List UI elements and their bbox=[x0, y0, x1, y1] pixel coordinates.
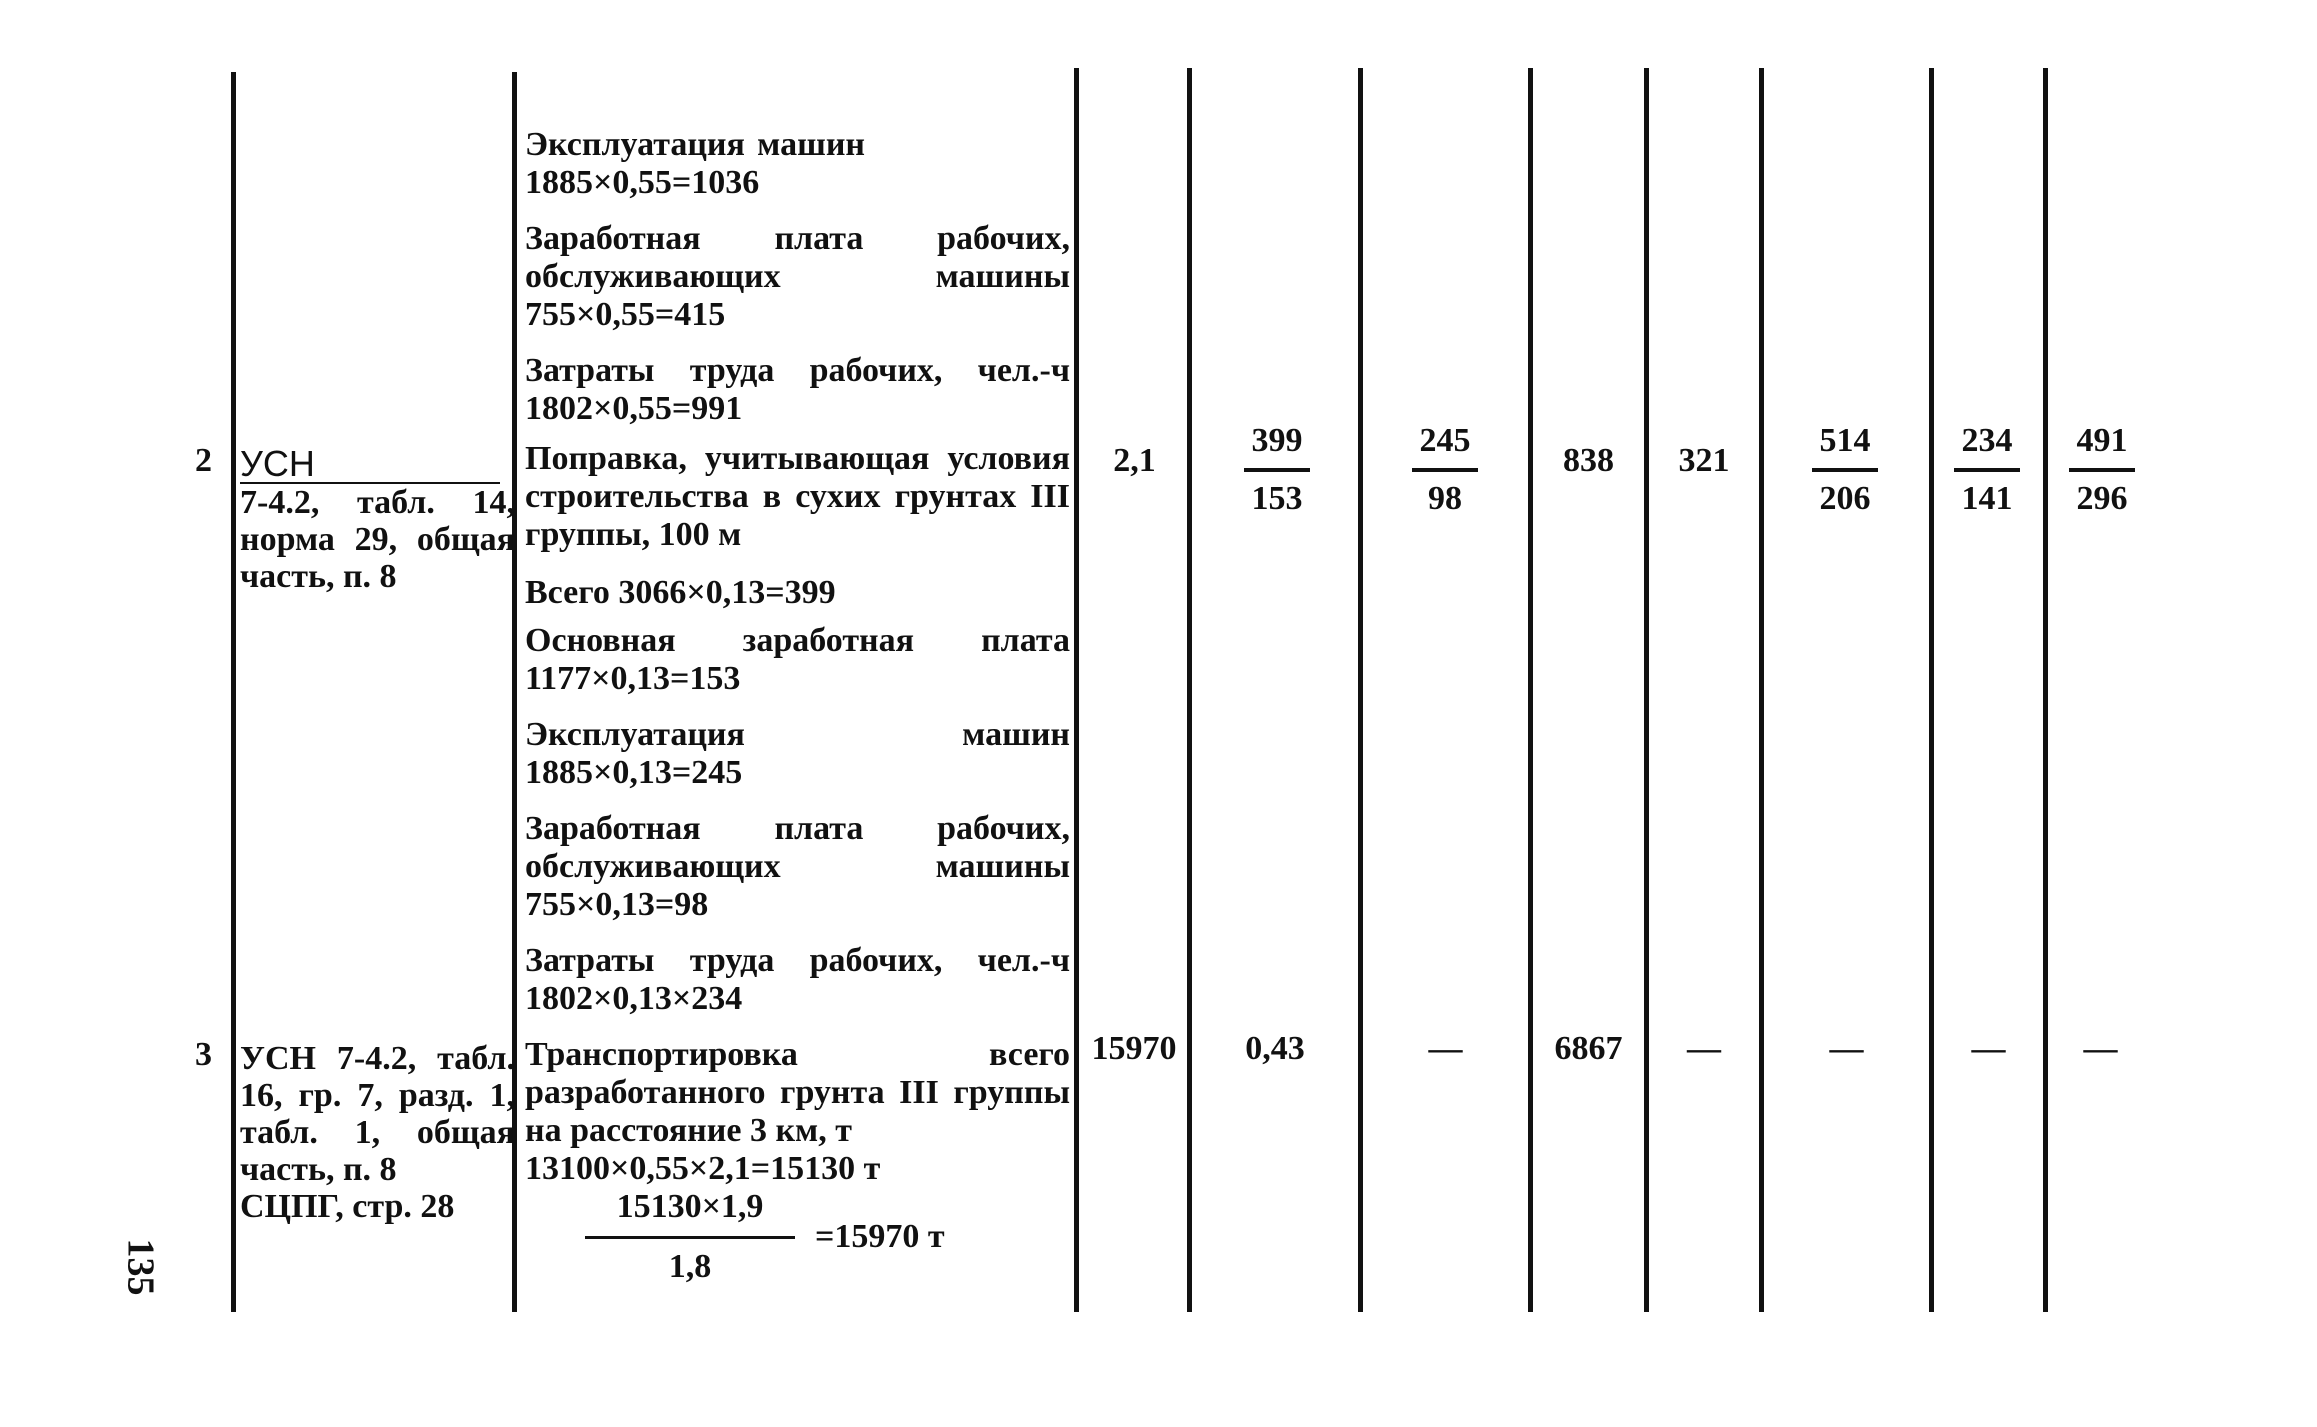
sub-line: Всего 3066×0,13=399 bbox=[525, 574, 836, 611]
row2-basis-heading: УСН bbox=[240, 445, 500, 484]
row3-formula bbox=[585, 1188, 1005, 1298]
column-rule bbox=[1759, 68, 1764, 1312]
row-number: 2 bbox=[195, 442, 212, 479]
row3-col7: — bbox=[2083, 1030, 2118, 1067]
fraction-numerator: 234 bbox=[1961, 422, 2013, 459]
intro-line: Эксплуатация машин 1885×0,55=1036 bbox=[525, 126, 865, 201]
row3-col5: — bbox=[1829, 1030, 1864, 1067]
row3-basis-source: СЦПГ, стр. 28 bbox=[240, 1188, 455, 1225]
sub-line: Затраты труда рабочих, чел.-ч 1802×0,13×234 bbox=[525, 942, 1070, 1017]
row2-intro bbox=[525, 126, 1070, 446]
row2-col7-fraction bbox=[2057, 422, 2147, 518]
fraction-bar bbox=[1412, 468, 1478, 472]
row2-col6-fraction bbox=[1942, 422, 2032, 518]
fraction-numerator: 245 bbox=[1419, 422, 1471, 459]
column-rule bbox=[2043, 68, 2048, 1312]
row3-col2: — bbox=[1428, 1030, 1463, 1067]
column-rule bbox=[1929, 68, 1934, 1312]
formula-denominator: 1,8 bbox=[668, 1248, 712, 1285]
fraction-numerator: 514 bbox=[1819, 422, 1871, 459]
formula-bar bbox=[585, 1236, 795, 1239]
calculation-line: 13100×0,55×2,1=15130 т bbox=[525, 1150, 881, 1187]
formula-result: =15970 т bbox=[815, 1218, 945, 1255]
fraction-numerator: 399 bbox=[1251, 422, 1303, 459]
formula-numerator: 15130×1,9 bbox=[616, 1188, 764, 1225]
row-number: 3 bbox=[195, 1036, 212, 1073]
row2-quantity: 2,1 bbox=[1113, 442, 1156, 479]
fraction-bar bbox=[1954, 468, 2020, 472]
fraction-bar bbox=[1244, 468, 1310, 472]
fraction-denominator: 206 bbox=[1819, 480, 1871, 517]
sub-line: Основная заработная плата 1177×0,13=153 bbox=[525, 622, 1070, 697]
row2-description bbox=[525, 440, 1070, 1036]
row2-basis bbox=[240, 445, 515, 595]
row3-basis bbox=[240, 1040, 515, 1225]
fraction-denominator: 153 bbox=[1251, 480, 1303, 517]
row3-quantity: 15970 bbox=[1091, 1030, 1177, 1067]
fraction-denominator: 141 bbox=[1961, 480, 2013, 517]
row3-col3: 6867 bbox=[1554, 1030, 1623, 1067]
row3-col1: 0,43 bbox=[1245, 1030, 1305, 1067]
fraction-bar bbox=[1812, 468, 1878, 472]
row3-col6: — bbox=[1971, 1030, 2006, 1067]
fraction-denominator: 296 bbox=[2076, 480, 2128, 517]
column-rule bbox=[1528, 68, 1533, 1312]
row2-col3: 838 bbox=[1563, 442, 1614, 479]
page-number: 135 bbox=[119, 1238, 162, 1296]
description-main: Транспортировка всего разработанного грунта III группы на расстояние 3 км, т bbox=[525, 1036, 1070, 1149]
row3-description bbox=[525, 1036, 1070, 1188]
column-rule bbox=[1074, 68, 1079, 1312]
column-rule bbox=[1644, 68, 1649, 1312]
column-rule bbox=[1358, 68, 1363, 1312]
description-main: Поправка, учитывающая условия строительства в сухих грунтах III группы, 100 м bbox=[525, 440, 1070, 553]
intro-line: Затраты труда рабочих, чел.-ч 1802×0,55=991 bbox=[525, 352, 1070, 427]
column-rule bbox=[1187, 68, 1192, 1312]
row2-col5-fraction bbox=[1800, 422, 1890, 518]
row2-col4: 321 bbox=[1678, 442, 1730, 479]
row3-basis-text: УСН 7-4.2, табл. 16, гр. 7, разд. 1, табл. 1, общая часть, п. 8 bbox=[240, 1040, 515, 1188]
row2-basis-text: 7-4.2, табл. 14, норма 29, общая часть, п. 8 bbox=[240, 484, 515, 595]
row2-col2-fraction bbox=[1400, 422, 1490, 518]
row2-col1-fraction bbox=[1232, 422, 1322, 518]
fraction-numerator: 491 bbox=[2076, 422, 2128, 459]
sub-line: Эксплуатация машин 1885×0,13=245 bbox=[525, 716, 1070, 791]
sub-line: Заработная плата рабочих, обслуживающих машины 755×0,13=98 bbox=[525, 810, 1070, 923]
fraction-bar bbox=[2069, 468, 2135, 472]
intro-line: Заработная плата рабочих, обслуживающих машины 755×0,55=415 bbox=[525, 220, 1070, 333]
column-rule bbox=[231, 72, 236, 1312]
row3-col4: — bbox=[1687, 1030, 1721, 1067]
fraction-denominator: 98 bbox=[1428, 480, 1462, 517]
